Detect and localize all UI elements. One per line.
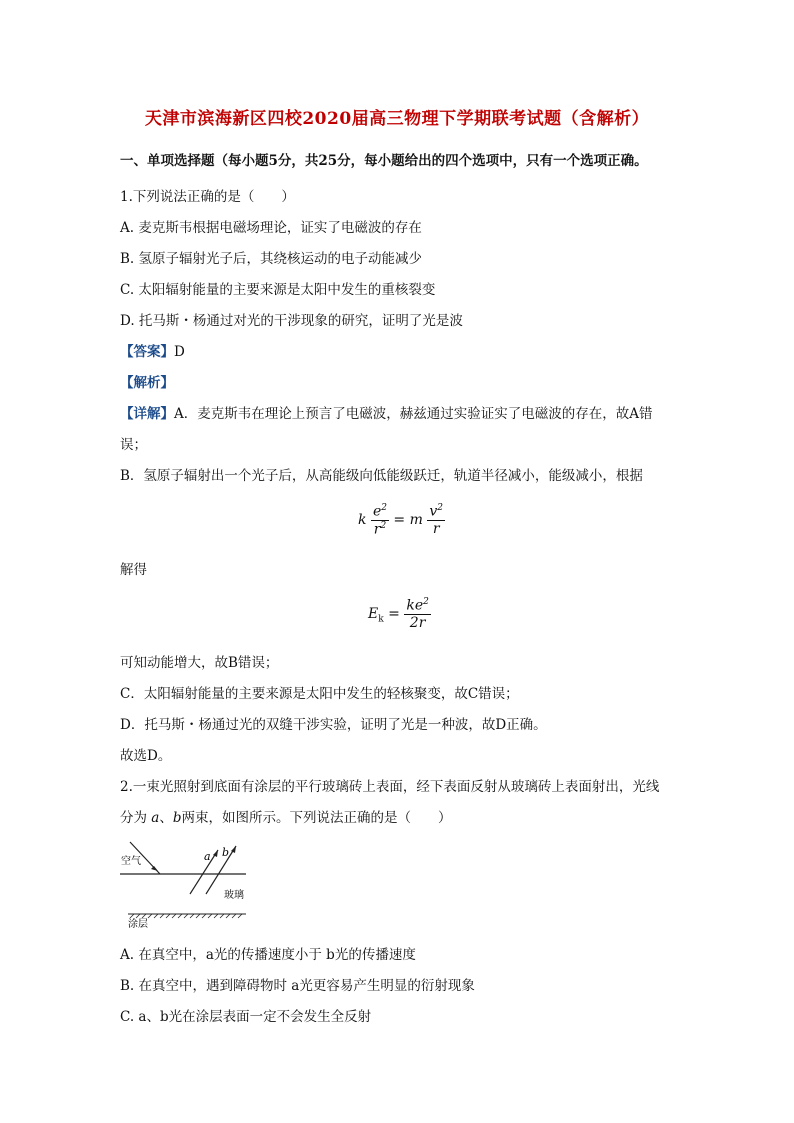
conclusion-b-line: 可知动能增大，故B错误； xyxy=(120,655,279,671)
formula-coulomb-centripetal xyxy=(358,503,445,537)
label-glass: 玻璃 xyxy=(224,890,244,901)
fraction-e2-r2 xyxy=(371,503,389,537)
label-ray-b: b xyxy=(222,846,230,859)
question-2-option-c: C. a、b光在涂层表面一定不会发生全反射 xyxy=(120,1009,372,1025)
detail-tag: 【详解】 xyxy=(120,406,174,422)
formula-e-exponent: 2 xyxy=(381,503,387,513)
light-reflection-figure xyxy=(118,836,250,928)
stem2-prefix: 分为 xyxy=(120,810,152,826)
final-line: 故选D。 xyxy=(120,748,172,764)
formula-r-right: r xyxy=(432,520,440,537)
stem2-sep: 、 xyxy=(159,810,173,826)
analysis-tag: 【解析】 xyxy=(120,375,174,391)
question-1-option-c: C. 太阳辐射能量的主要来源是太阳中发生的重核裂变 xyxy=(120,282,436,298)
formula-2r: 2r xyxy=(409,614,426,631)
formula-r-exponent: 2 xyxy=(380,520,387,531)
analysis-tag-line xyxy=(120,374,174,392)
stem2-b: b xyxy=(172,810,182,826)
document-title: 天津市滨海新区四校2020届高三物理下学期联考试题（含解析） xyxy=(144,109,650,129)
question-2-option-a: A. 在真空中，a光的传播速度小于 b光的传播速度 xyxy=(120,947,416,963)
formula-v: v xyxy=(429,503,438,520)
fraction-ke2-2r xyxy=(404,597,431,631)
formula-e: e xyxy=(372,503,382,520)
label-air: 空气 xyxy=(121,856,141,867)
answer-value: D xyxy=(174,344,185,360)
coating-hatch xyxy=(130,914,242,918)
formula-r: r xyxy=(373,521,381,538)
stem2-a: a xyxy=(151,810,160,826)
formula-E-subscript: k xyxy=(378,614,384,625)
question-2-stem-line-2 xyxy=(120,809,452,827)
detail-a-line-2: 误； xyxy=(120,437,147,453)
solve-line: 解得 xyxy=(120,562,147,578)
detail-a-line-1 xyxy=(120,405,653,423)
question-1-stem: 1.下列说法正确的是（ ） xyxy=(120,189,295,205)
label-ray-a: a xyxy=(204,850,211,863)
stem2-suffix: 两束，如图所示。下列说法正确的是（ ） xyxy=(181,810,452,826)
formula-k: k xyxy=(358,512,367,529)
formula-ke: ke xyxy=(406,597,424,614)
question-1-option-a: A. 麦克斯韦根据电磁场理论，证实了电磁波的存在 xyxy=(120,220,422,236)
section-heading: 一、单项选择题（每小题5分，共25分，每小题给出的四个选项中，只有一个选项正确。 xyxy=(120,153,648,169)
detail-d-line: D．托马斯・杨通过光的双缝干涉实验，证明了光是一种波，故D正确。 xyxy=(120,717,547,733)
formula-ke-exponent: 2 xyxy=(423,597,429,607)
formula2-equals: = xyxy=(388,605,400,622)
question-1-option-b: B. 氢原子辐射光子后，其绕核运动的电子动能减少 xyxy=(120,251,423,267)
question-1-option-d: D. 托马斯・杨通过对光的干涉现象的研究，证明了光是波 xyxy=(120,313,463,329)
answer-line xyxy=(120,343,185,361)
question-2-option-b: B. 在真空中，遇到障碍物时 a光更容易产生明显的衍射现象 xyxy=(120,978,475,994)
incident-arrow-icon xyxy=(151,866,158,871)
formula-v-exponent: 2 xyxy=(437,503,443,514)
detail-c-line: C．太阳辐射能量的主要来源是太阳中发生的轻核聚变，故C错误； xyxy=(120,686,519,702)
formula-kinetic-energy xyxy=(368,597,431,631)
formula-m: m xyxy=(409,512,423,529)
formula-E: E xyxy=(368,605,379,622)
answer-tag: 【答案】 xyxy=(120,344,174,360)
detail-a-text: A．麦克斯韦在理论上预言了电磁波，赫兹通过实验证实了电磁波的存在，故A错 xyxy=(174,406,653,422)
fraction-v2-r xyxy=(427,503,445,537)
label-coating: 涂层 xyxy=(128,919,148,928)
question-2-stem-line-1: 2.一束光照射到底面有涂层的平行玻璃砖上表面，经下表面反射从玻璃砖上表面射出，光线 xyxy=(120,779,660,795)
formula-equals: = xyxy=(393,512,406,529)
detail-b-line: B．氢原子辐射出一个光子后，从高能级向低能级跃迁，轨道半径减小，能级减小，根据 xyxy=(120,468,643,484)
